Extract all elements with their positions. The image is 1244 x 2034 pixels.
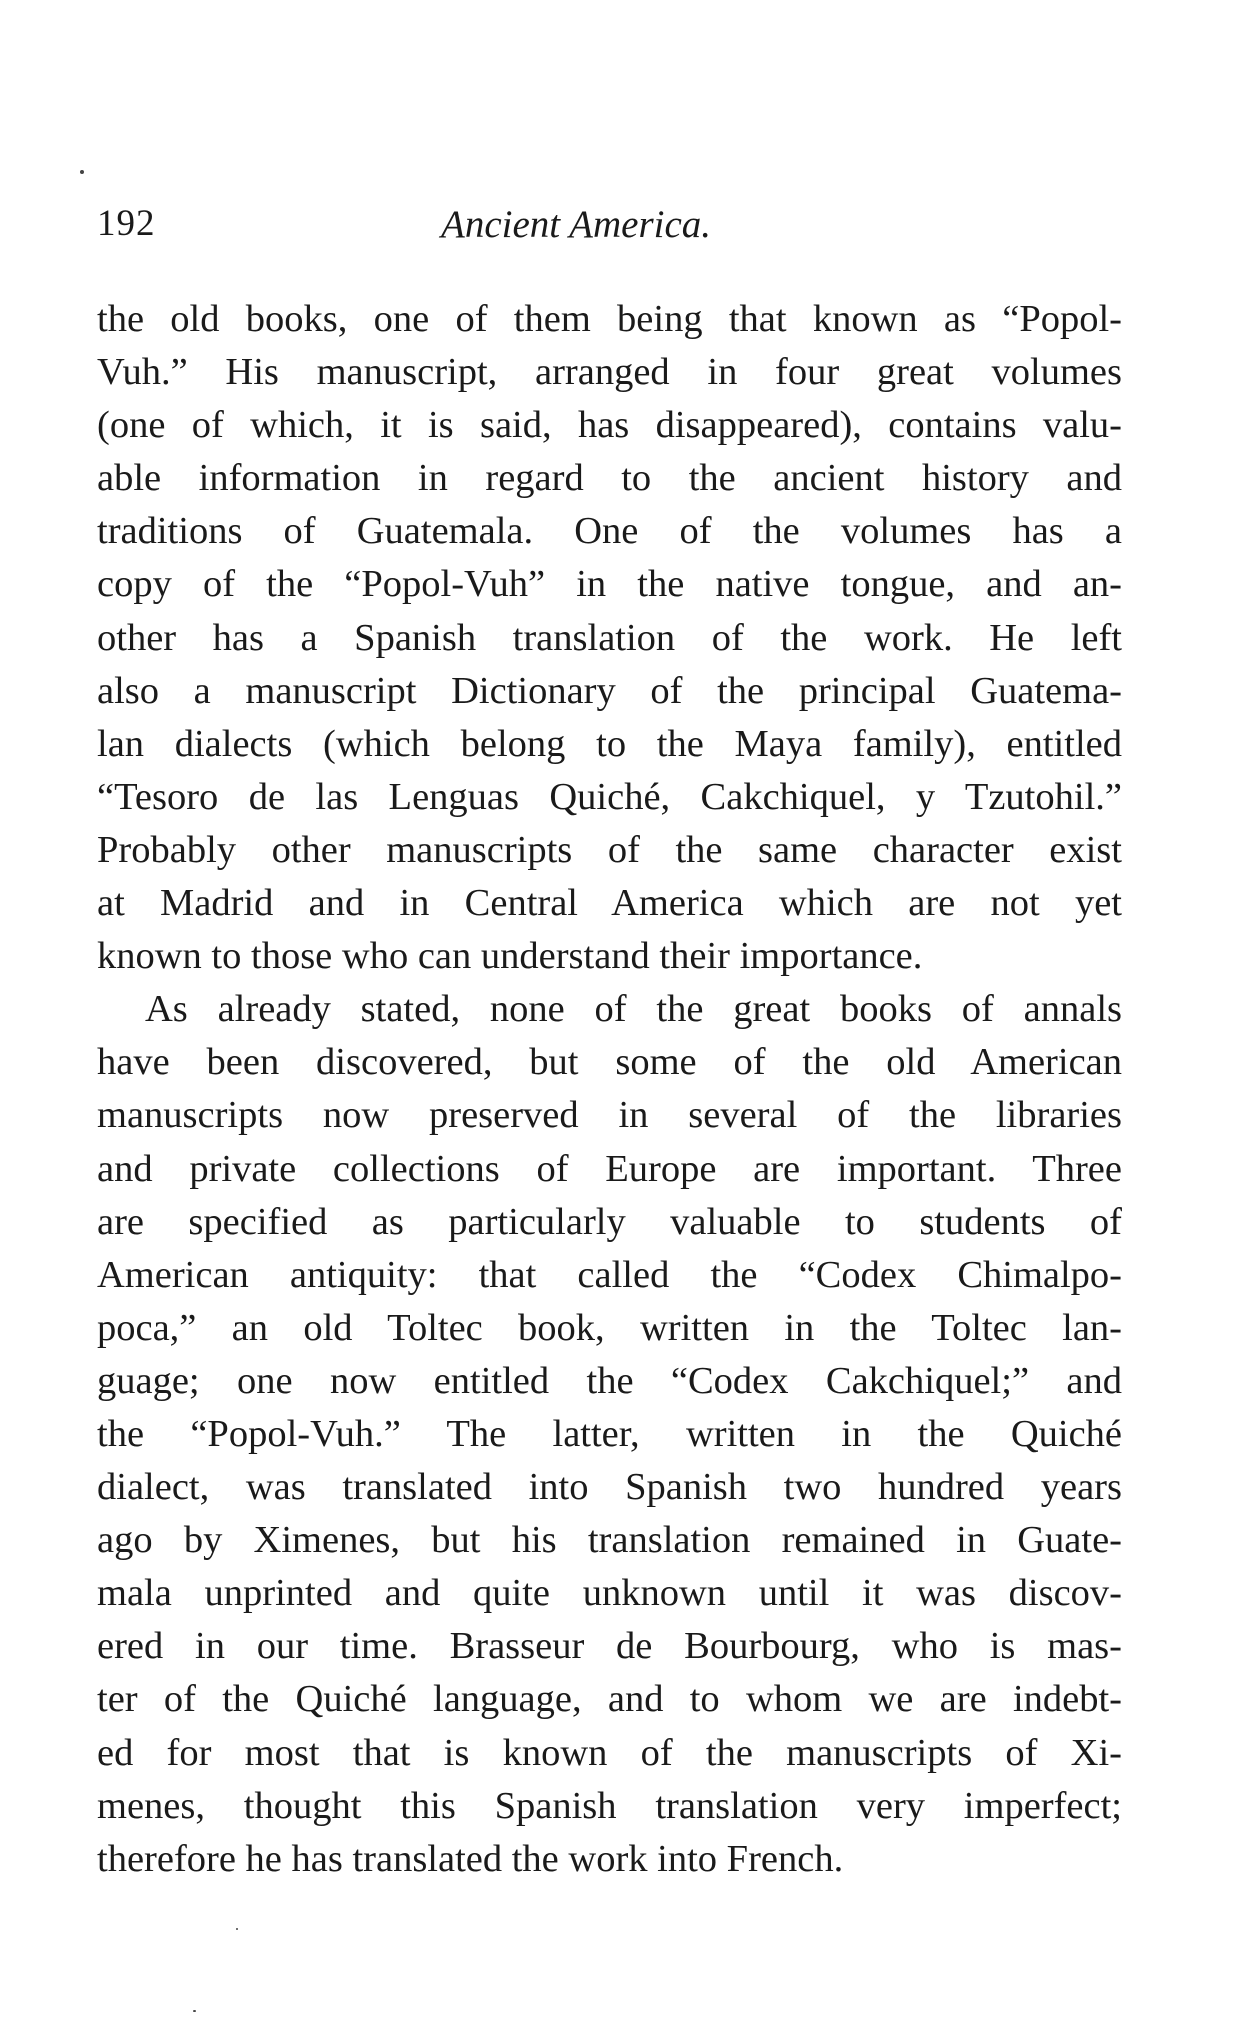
ink-speck — [193, 2010, 196, 2012]
text-line: ered in our time. Brasseur de Bourbourg, who is mas- — [97, 1625, 1122, 1668]
text-line: menes, thought this Spanish translation very imperfect; — [97, 1784, 1122, 1827]
text-line: American antiquity: that called the “Codex Chimalpo- — [97, 1253, 1122, 1296]
paragraph — [97, 983, 1122, 1886]
ink-speck — [80, 170, 84, 174]
text-line: traditions of Guatemala. One of the volumes has a — [97, 510, 1122, 553]
text-line: able information in regard to the ancient history and — [97, 457, 1122, 500]
text-line: the old books, one of them being that known as “Popol- — [97, 298, 1122, 340]
text-line: are specified as particularly valuable to students of — [97, 1200, 1122, 1243]
text-line: (one of which, it is said, has disappeared), contains valu- — [97, 404, 1122, 447]
text-line: and private collections of Europe are important. Three — [97, 1147, 1122, 1190]
text-line: other has a Spanish translation of the work. He left — [97, 616, 1122, 659]
text-line: have been discovered, but some of the old American — [97, 1041, 1122, 1084]
ink-speck — [236, 1928, 238, 1930]
text-line: copy of the “Popol-Vuh” in the native tongue, and an- — [97, 563, 1122, 606]
page-number: 192 — [97, 203, 156, 244]
text-line: “Tesoro de las Lenguas Quiché, Cakchiquel, y Tzutohil.” — [97, 775, 1122, 818]
text-line: dialect, was translated into Spanish two hundred years — [97, 1466, 1122, 1509]
text-line: at Madrid and in Central America which are not yet — [97, 882, 1122, 925]
text-line: the “Popol-Vuh.” The latter, written in the Quiché — [97, 1412, 1122, 1455]
text-line: ago by Ximenes, but his translation remained in Guate- — [97, 1519, 1122, 1562]
text-line: Vuh.” His manuscript, arranged in four great volumes — [97, 351, 1122, 394]
text-line: lan dialects (which belong to the Maya family), entitled — [97, 722, 1122, 765]
text-line: known to those who can understand their importance. — [97, 935, 923, 978]
body-text — [97, 293, 1122, 1886]
text-line: mala unprinted and quite unknown until it was discov- — [97, 1572, 1122, 1615]
text-line: Probably other manuscripts of the same character exist — [97, 828, 1122, 871]
text-line: therefore he has translated the work into French. — [97, 1837, 844, 1880]
text-line: manuscripts now preserved in several of the libraries — [97, 1094, 1122, 1137]
paragraph-continued — [97, 293, 1122, 983]
text-line: guage; one now entitled the “Codex Cakchiquel;” and — [97, 1359, 1122, 1402]
text-line: poca,” an old Toltec book, written in the Toltec lan- — [97, 1306, 1122, 1349]
running-title: Ancient America. — [441, 203, 712, 246]
text-line: As already stated, none of the great books of annals — [145, 988, 1122, 1031]
text-line: ed for most that is known of the manuscripts of Xi- — [97, 1731, 1122, 1774]
page-header — [97, 202, 1117, 252]
text-line: also a manuscript Dictionary of the principal Guatema- — [97, 669, 1122, 712]
text-line: ter of the Quiché language, and to whom we are indebt- — [97, 1678, 1122, 1721]
